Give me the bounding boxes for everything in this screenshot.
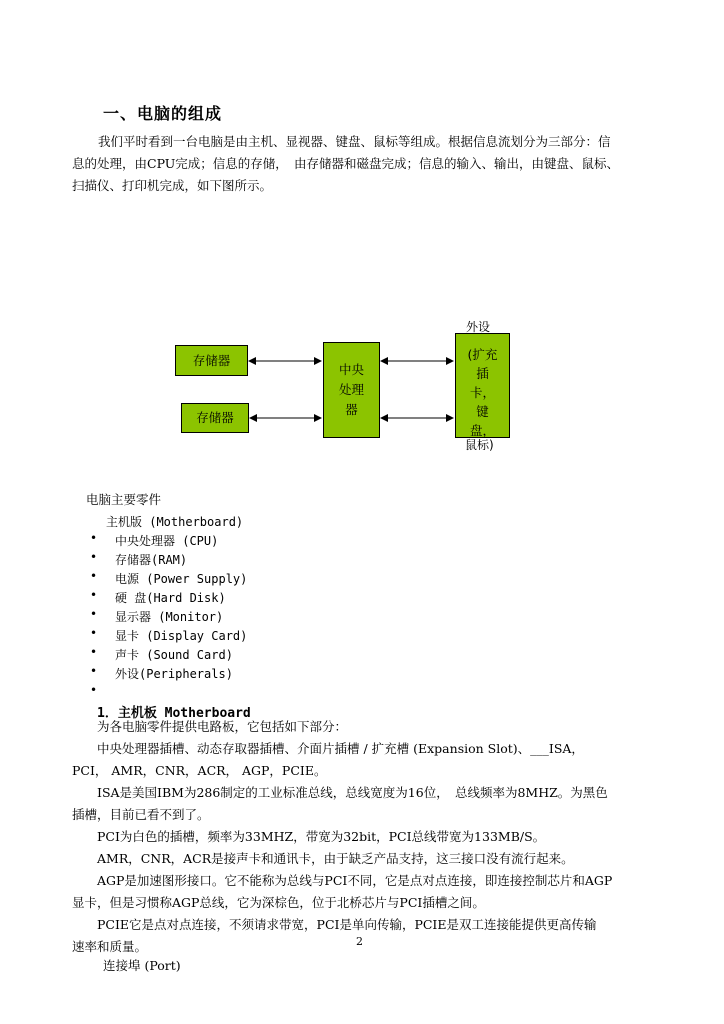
section-line: PCI， AMR，CNR，ACR， AGP，PCIE。 — [72, 763, 327, 778]
bullet-icon: • — [90, 607, 98, 621]
parts-title: 电脑主要零件 — [86, 492, 162, 507]
list-item: 显卡 (Display Card) — [115, 629, 248, 643]
section-line: 中央处理器插槽、动态存取器插槽、介面片插槽 / 扩充槽 (Expansion Slot)、___ISA， — [97, 741, 584, 756]
page-number: 2 — [356, 935, 363, 948]
motherboard-line: 主机版 (Motherboard) — [106, 515, 244, 529]
intro-line-3: 扫描仪、打印机完成，如下图所示。 — [72, 178, 273, 193]
list-item: 硬 盘(Hard Disk) — [115, 591, 226, 605]
bullet-icon: • — [90, 683, 98, 697]
section-line: AMR，CNR，ACR是接声卡和通讯卡，由于缺乏产品支持，这三接口没有流行起来。 — [97, 851, 574, 866]
section-line: 插槽，目前已看不到了。 — [72, 807, 210, 822]
section-title: 1．主机板 Motherboard — [97, 706, 251, 721]
list-item: 外设(Peripherals) — [115, 667, 233, 681]
bullet-icon: • — [90, 531, 98, 545]
list-item: 中央处理器 (CPU) — [115, 534, 219, 548]
peripheral-label: (扩充 插 卡， 键 盘， — [467, 347, 498, 438]
storage-label-2: 存储器 — [196, 410, 234, 425]
bullet-icon: • — [90, 626, 98, 640]
section-line: ISA是美国IBM为286制定的工业标准总线，总线宽度为16位， 总线频率为8MHZ。为黑色 — [97, 785, 608, 800]
peripheral-bottom-label: 鼠标) — [465, 438, 494, 452]
section-line: PCIE它是点对点连接，不须请求带宽，PCI是单向传输，PCIE是双工连接能提供更高传输 — [97, 917, 597, 932]
storage-label-1: 存储器 — [192, 352, 231, 368]
bullet-icon: • — [90, 664, 98, 678]
bullet-icon: • — [90, 550, 98, 564]
section-line: PCI为白色的插槽，频率为33MHZ，带宽为32bit，PCI总线带宽为133MB/S。 — [97, 829, 546, 844]
section-line: 连接埠 (Port) — [103, 958, 181, 973]
list-item: 显示器 (Monitor) — [115, 610, 224, 624]
section-line: AGP是加速图形接口。它不能称为总线与PCI不同，它是点对点连接，即连接控制芯片和AGP — [97, 873, 613, 888]
bullet-icon: • — [90, 588, 98, 602]
intro-line-2: 息的处理，由CPU完成；信息的存储， 由存储器和磁盘完成；信息的输入、输出，由键盘、鼠标、 — [72, 156, 620, 171]
list-item: 声卡 (Sound Card) — [115, 648, 233, 662]
bullet-icon: • — [90, 569, 98, 583]
section-line: 显卡，但是习惯称AGP总线，它为深棕色，位于北桥芯片与PCI插槽之间。 — [72, 895, 485, 910]
peripheral-top-label: 外设 — [466, 320, 491, 334]
list-item: 电源 (Power Supply) — [115, 572, 248, 586]
page-title: 一、电脑的组成 — [103, 104, 223, 123]
section-line: 为各电脑零件提供电路板，它包括如下部分： — [97, 719, 348, 734]
bullet-icon: • — [90, 645, 98, 659]
intro-line-1: 我们平时看到一台电脑是由主机、显视器、键盘、鼠标等组成。根据信息流划分为三部分：信 — [98, 134, 611, 149]
cpu-label: 中央 处理 器 — [338, 362, 364, 417]
list-item: 存储器(RAM) — [115, 553, 188, 567]
section-line: 速率和质量。 — [72, 939, 148, 954]
